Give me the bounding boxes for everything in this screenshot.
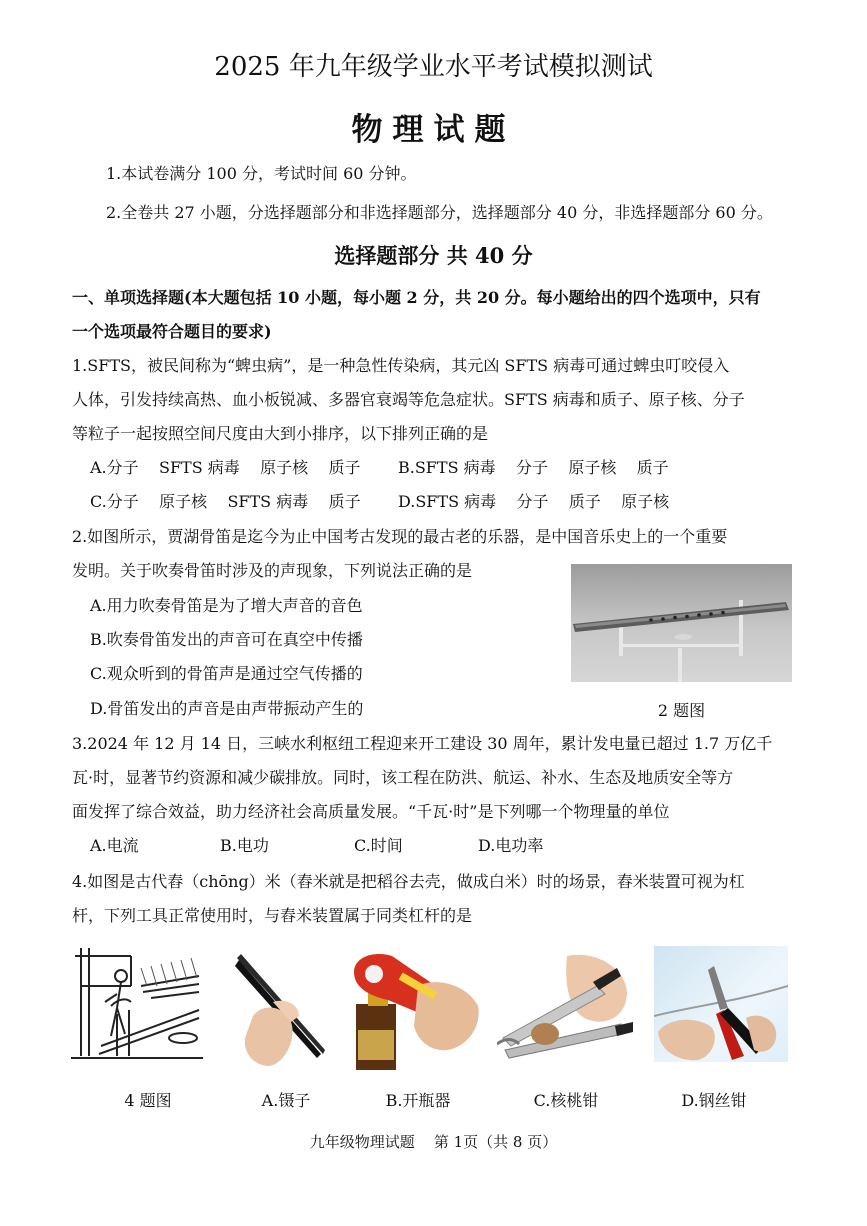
q3-option-a: A.电流 (90, 836, 139, 855)
nutcracker-photo (497, 946, 635, 1070)
q2-option-c: C.观众听到的骨笛声是通过空气传播的 (90, 664, 363, 683)
q3-line-1: 3.2024 年 12 月 14 日，三峡水利枢纽工程迎来开工建设 30 周年，累计发电量已超过 1.7 万亿千 (72, 734, 773, 753)
q1-line-1: 1.SFTS，被民间称为“蜱虫病”，是一种急性传染病，其元凶 SFTS 病毒可通过蜱虫叮咬侵入 (72, 356, 730, 375)
section-title: 选择题部分 共 40 分 (334, 243, 533, 268)
page-footer: 九年级物理试题 第 1页（共 8 页） (309, 1133, 558, 1151)
q1-line-2: 人体，引发持续高热、血小板锐减、多器官衰竭等危急症状。SFTS 病毒和质子、原子核、分子 (72, 390, 745, 409)
q4-caption-d: D.钢丝钳 (681, 1091, 747, 1110)
q1-line-3: 等粒子一起按照空间尺度由大到小排序，以下排列正确的是 (72, 424, 489, 443)
q1-option-b: B.SFTS 病毒 分子 原子核 质子 (398, 458, 669, 477)
q4-caption-b: B.开瓶器 (385, 1091, 451, 1110)
q2-option-a: A.用力吹奏骨笛是为了增大声音的音色 (90, 596, 363, 615)
note-2: 2.全卷共 27 小题，分选择题部分和非选择题部分，选择题部分 40 分，非选择题部分 60 分。 (106, 203, 773, 222)
part-heading-line-1: 一、单项选择题(本大题包括 10 小题，每小题 2 分，共 20 分。每小题给出的四个选项中，只有 (72, 288, 761, 307)
q4-caption-a: A.镊子 (261, 1091, 311, 1110)
q3-option-c: C.时间 (354, 836, 403, 855)
q2-line-2: 发明。关于吹奏骨笛时涉及的声现象，下列说法正确的是 (72, 561, 473, 580)
q2-line-1: 2.如图所示，贾湖骨笛是迄今为止中国考古发现的最古老的乐器，是中国音乐史上的一个重要 (72, 527, 728, 546)
q4-figure-caption: 4 题图 (124, 1091, 172, 1110)
q2-figure-caption: 2 题图 (657, 701, 706, 720)
subject-title: 物理试题 (351, 112, 516, 148)
q1-option-a: A.分子 SFTS 病毒 原子核 质子 (90, 458, 361, 477)
q3-line-3: 面发挥了综合效益，助力经济社会高质量发展。“千瓦·时”是下列哪一个物理量的单位 (72, 802, 670, 821)
q3-option-b: B.电功 (220, 836, 269, 855)
note-1: 1.本试卷满分 100 分，考试时间 60 分钟。 (106, 164, 417, 183)
rice-pounding-drawing (71, 946, 203, 1066)
q4-caption-c: C.核桃钳 (533, 1091, 599, 1110)
q2-option-d: D.骨笛发出的声音是由声带振动产生的 (90, 699, 364, 718)
exam-title: 2025 年九年级学业水平考试模拟测试 (214, 52, 653, 82)
q4-line-1: 4.如图是古代舂（chōng）米（舂米就是把稻谷去壳，做成白米）时的场景，舂米装置可视为杠 (72, 872, 745, 891)
bone-flute-photo (571, 564, 792, 682)
q4-line-2: 杆，下列工具正常使用时，与舂米装置属于同类杠杆的是 (72, 906, 473, 925)
bottle-opener-photo (348, 946, 482, 1070)
wire-pliers-photo (654, 946, 788, 1062)
q1-option-c: C.分子 原子核 SFTS 病毒 质子 (90, 492, 361, 511)
q1-option-d: D.SFTS 病毒 分子 质子 原子核 (398, 492, 670, 511)
q3-line-2: 瓦·时，显著节约资源和减少碳排放。同时，该工程在防洪、航运、补水、生态及地质安全等方 (72, 768, 734, 787)
q2-option-b: B.吹奏骨笛发出的声音可在真空中传播 (90, 630, 363, 649)
q3-option-d: D.电功率 (478, 836, 544, 855)
part-heading-line-2: 一个选项最符合题目的要求) (72, 322, 272, 341)
tweezers-photo (233, 946, 331, 1070)
